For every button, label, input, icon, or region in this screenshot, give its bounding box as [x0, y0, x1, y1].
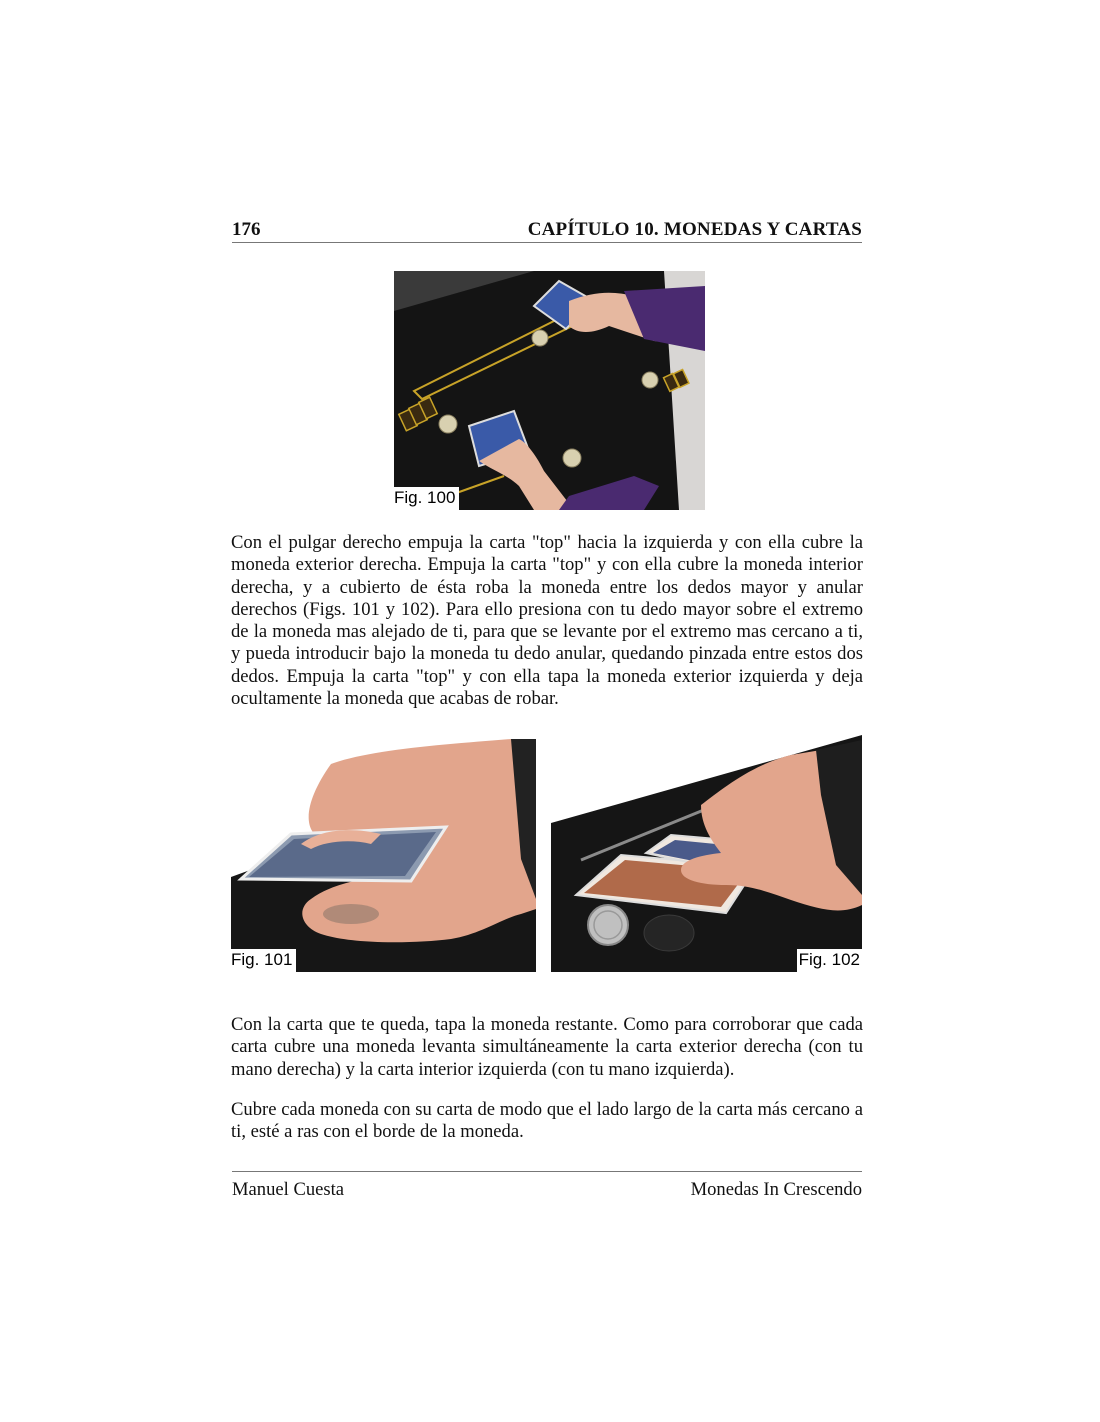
paragraph-3: Cubre cada moneda con su carta de modo que el lado largo de la carta más cercano a ti, esté a ras con el borde de la moneda.	[231, 1099, 863, 1143]
figure-101	[231, 739, 536, 972]
chapter-title: CAPÍTULO 10. MONEDAS Y CARTAS	[527, 219, 862, 240]
figure-100-label: Fig. 100	[394, 487, 459, 510]
figure-100	[394, 271, 705, 510]
footer-divider	[232, 1171, 862, 1172]
page-number: 176	[232, 219, 261, 240]
figure-101-photo	[231, 739, 536, 972]
figure-100-photo	[394, 271, 705, 510]
footer-book-title: Monedas In Crescendo	[690, 1179, 862, 1200]
paragraph-2: Con la carta que te queda, tapa la moneda restante. Como para corroborar que cada carta cubre una moneda levanta simultáneamente la carta exterior derecha (con tu mano derecha) y la carta interior izquierda (con tu mano izquierda).	[231, 1014, 863, 1080]
figure-102-label: Fig. 102	[797, 949, 862, 972]
footer-author: Manuel Cuesta	[232, 1179, 345, 1200]
header-divider	[232, 242, 862, 243]
paragraph-1: Con el pulgar derecho empuja la carta "top" hacia la izquierda y con ella cubre la moneda exterior derecha. Empuja la carta "top" y con ella cubre la moneda interior derecha, y a cubierto de ésta roba la moneda entre los dedos mayor y anular derechos (Figs. 101 y 102). Para ello presiona con tu dedo mayor sobre el extremo de la moneda mas alejado de ti, para que se levante por el extremo mas cercano a ti, y pueda introducir bajo la moneda tu dedo anular, quedando pinzada entre estos dos dedos. Empuja la carta "top" y con ella tapa la moneda exterior izquierda y deja ocultamente la moneda que acabas de robar.	[231, 532, 863, 710]
figure-102	[551, 735, 862, 972]
figure-101-label: Fig. 101	[231, 949, 296, 972]
figure-102-photo	[551, 735, 862, 972]
